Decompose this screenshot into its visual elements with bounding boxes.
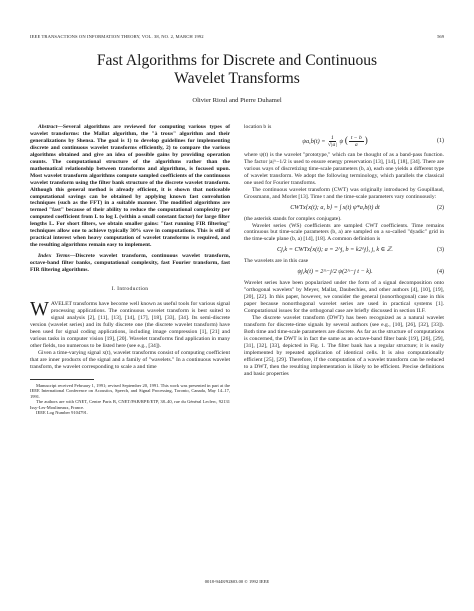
wavelet-series-paragraph: Wavelet series (WS) coefficients are sampled CWT coefficients. Time remains continuous but time-scale parameters (b, a) are sampled on a so-called "dyadic" grid in the time-scale plane (b, a) [14], [18]. A common definition is: [244, 222, 444, 243]
intro-paragraph-1: [30, 297, 230, 350]
cwt-paragraph: The continuous wavelet transform (CWT) was originally introduced by Goupillaud, Grossmann, and Morlet [13]. Time t and the time-scale parameters vary continuously:: [244, 186, 444, 200]
equation-1-argument: [349, 135, 364, 148]
location-text: location b is: [244, 124, 272, 130]
equation-2: [244, 205, 444, 212]
popular-paragraph: Wavelet series have been popularized under the form of a signal decomposition onto "orthogonal wavelets" by Meyer, Mallat, Daubechies, and other authors [4], [10], [19], [20], [22]. In this paper, however, we consider the general (nonorthogonal) case in this paper because nonorthogonal wavelet series are used in practical systems [1]. Computational issues for the orthogonal case are briefly discussed in section II.F.: [244, 280, 444, 315]
wavelets-text: The wavelets are in this case: [244, 258, 309, 265]
footnote-log-number: IEEE Log Number 9104791.: [36, 410, 88, 416]
abstract-lead: Abstract: [38, 124, 58, 130]
paper-title: [30, 52, 444, 88]
title-line-2: Wavelet Transforms: [174, 70, 300, 87]
coef-numerator: 1: [331, 134, 334, 141]
right-column: [244, 124, 444, 378]
section-heading: I. Introduction: [111, 286, 149, 293]
abstract-text: —Several algorithms are reviewed for computing various types of wavelet transforms: the Mallat algorithm, the "à trous" algorithm and their generalizations by Shensa. The goal is 1) to develop guidelines for implementing discrete and continuous wavelet transforms efficiently, 2) to compare the various algorithms obtained and give an idea of possible gains by providing operation counts. The computational structure of the algorithms rather than the mathematical relationship between transforms and algorithms, is focused upon. Most wavelet transform algorithms compute sampled coefficients of the continuous wavelet transform using the filter bank structure of the discrete wavelet transform. Although this general method is already efficient, it is shown that noticeable computational savings can be obtained by applying known fast convolution techniques (such as the FFT) in a suitable manner. The modified algorithms are termed "fast" because of their ability to reduce the computational complexity per computed coefficient from L to log L (within a small constant factor) for large filter lengths L. For short filters, we obtain smaller gains: "fast running FIR filtering" techniques allow one to achieve typically 30% save in computations. This is still of practical interest when heavy computation of wavelet transforms is required, and the resulting algorithms remain easy to implement.: [30, 124, 230, 249]
equation-1: [244, 135, 444, 148]
equation-4-number: (4): [437, 269, 444, 276]
left-column: [30, 124, 230, 416]
equation-1-psi: ψ: [339, 137, 344, 145]
footnote-manuscript: Manuscript received February 1, 1991; revised September 20, 1991. This work was presented in part at the IEEE International Conference on Acoustics, Speech, and Signal Processing, Toronto, Canada, May 14–17, 1991.: [30, 382, 230, 399]
equation-1-number: (1): [437, 137, 444, 144]
equation-4-body: ψj,k(t) = 2^−j/2 ψ(2^−j t − k).: [297, 268, 373, 276]
coef-denominator: √|a|: [327, 141, 337, 148]
equation-3-body: Cj,k = CWTx{x(t); a = 2^j, b = k2^j}, j, k ∈ ℤ.: [277, 246, 393, 254]
footnotes: [30, 383, 230, 417]
journal-header: IEEE TRANSACTIONS ON INFORMATION THEORY, VOL. 38, NO. 2, MARCH 1992: [30, 34, 204, 39]
equation-3: [244, 247, 444, 254]
footnote-rule: [30, 379, 94, 380]
asterisk-note: (the asterisk stands for complex conjugate).: [244, 215, 342, 222]
equation-2-number: (2): [437, 204, 444, 211]
where-paragraph: where ψ(t) is the wavelet "prototype," which can be thought of as a band-pass function. The factor |a|^−1/2 is used to ensure energy preservation [13], [14], [18], [34]. There are various ways of discretizing time-scale parameters (b, a), each one yields a different type of wavelet transform. We adopt the following terminology, which parallels the classical one used for Fourier transforms.: [244, 151, 444, 186]
arg-numerator: t − b: [350, 134, 362, 141]
equation-1-coef: [328, 135, 337, 148]
title-line-1: Fast Algorithms for Discrete and Continuous: [96, 52, 378, 69]
equation-1-body: ψa,b(t) = $\frac{1}{√|a|}$ ψ ( $\frac{t - b}{a}$ ): [302, 134, 368, 148]
abstract: [30, 124, 230, 249]
arg-denominator: a: [354, 141, 358, 148]
dwt-paragraph: The discrete wavelet transform (DWT) has been recognized as a natural wavelet transform for discrete-time signals by several authors (see e.g., [10], [26], [32], [33]). Both time and time-scale parameters are discrete. As far as the structure of computations is concerned, the DWT is in fact the same as an octave-band filter bank [19], [26], [29], [31], [32], [33], depicted in Fig. 1. The filter bank has a regular structure; it is easily implemented by repeated application of identical cells. It is also computationally efficient [25], [29]. Therefore, if the computation of a wavelet transform can be reduced to a DWT, then the resulting implementation is likely to be efficient. Precise definitions and basic properties: [244, 315, 444, 377]
authors: Olivier Rioul and Pierre Duhamel: [192, 97, 282, 104]
footnote-affiliation: The authors are with CNET, Centre Paris B, CNET/PAB/RPE/ETP, 38–40, rue du Général Leclerc, 92131 Issy-Les-Moulineaux, France.: [30, 399, 230, 410]
copyright-line: 0018-9448/92$03.00 © 1992 IEEE: [204, 579, 270, 584]
equation-1-lhs: ψa,b(t) =: [302, 137, 327, 145]
equation-4: [244, 269, 444, 276]
equation-3-number: (3): [437, 247, 444, 254]
index-terms: [30, 253, 230, 274]
running-head: [30, 34, 444, 43]
drop-cap: W: [30, 297, 49, 320]
page-number: 569: [437, 34, 444, 39]
index-terms-text: —Discrete wavelet transform, continuous wavelet transform, octave-band filter banks, computational complexity, fast Fourier transform, fast FIR filtering algorithms.: [30, 253, 230, 274]
intro-paragraph-2: Given a time-varying signal x(t), wavelet transforms consist of computing coefficient that are inner products of the signal and a family of "wavelets." In a continuous wavelet transform, the wavelet corresponding to scale a and time: [30, 349, 230, 370]
intro-text-1: AVELET transforms have become well known as useful tools for various signal processing applications. The continuous wavelet transform is best suited to signal analysis [2], [11], [13], [14], [17], [18], [33], [34]. Its semi-discrete version (wavelet series) and its fully discrete one (the discrete wavelet transform) have been used for signal coding applications, including image compression [1], [21] and various tasks in computer vision [19], [20]. Wavelet transforms find application in many other fields, too numerous to be listed here (see e.g., [34]).: [30, 300, 230, 349]
equation-2-body: CWTx{x(t); a, b} = ∫ x(t) ψ*a,b(t) dt: [290, 203, 380, 211]
index-terms-lead: Index Terms: [38, 253, 70, 260]
